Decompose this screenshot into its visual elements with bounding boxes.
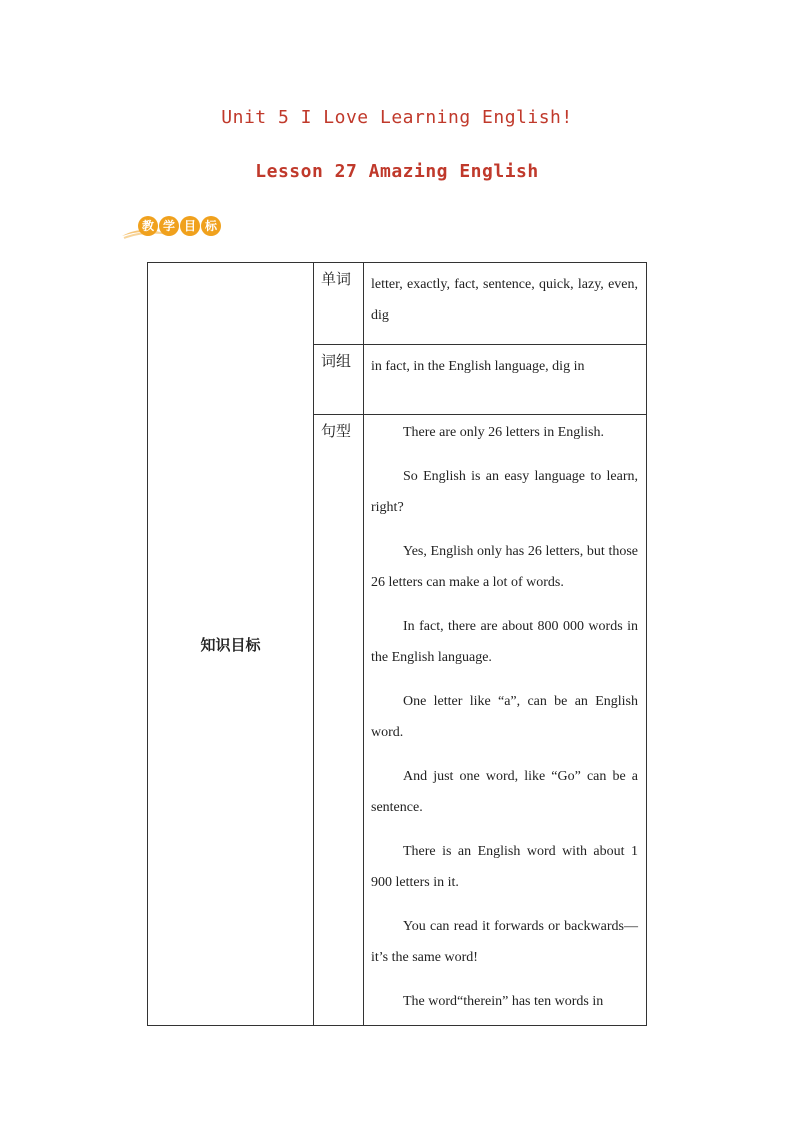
lesson-title: Lesson 27 Amazing English xyxy=(255,161,539,182)
sentences-cell xyxy=(364,415,647,1026)
row-label: 词组 xyxy=(314,345,364,415)
sentence: There is an English word with about 1 900 letters in it. xyxy=(371,844,638,890)
objectives-table xyxy=(147,262,647,1026)
badge-char: 标 xyxy=(201,216,221,236)
sentence: The word“therein” has ten words in xyxy=(403,994,604,1009)
sentence: One letter like “a”, can be an English word. xyxy=(371,694,638,740)
category-cell: 知识目标 xyxy=(148,263,314,1026)
sentence: So English is an easy language to learn, right? xyxy=(371,469,638,515)
teaching-objectives-badge xyxy=(120,212,230,240)
sentence: In fact, there are about 800 000 words in the English language. xyxy=(371,619,638,665)
table-row xyxy=(148,263,647,345)
badge-char: 教 xyxy=(138,216,158,236)
phrases-content: in fact, in the English language, dig in xyxy=(364,345,647,415)
sentence: Yes, English only has 26 letters, but those 26 letters can make a lot of words. xyxy=(371,544,638,590)
sentence: There are only 26 letters in English. xyxy=(403,425,604,440)
unit-title: Unit 5 I Love Learning English! xyxy=(221,107,573,128)
row-label: 句型 xyxy=(314,415,364,1026)
sentence: And just one word, like “Go” can be a sentence. xyxy=(371,769,638,815)
badge-char: 目 xyxy=(180,216,200,236)
words-content: letter, exactly, fact, sentence, quick, lazy, even, dig xyxy=(364,263,647,345)
badge-char: 学 xyxy=(159,216,179,236)
row-label: 单词 xyxy=(314,263,364,345)
sentence: You can read it forwards or backwards—it’s the same word! xyxy=(371,919,638,965)
